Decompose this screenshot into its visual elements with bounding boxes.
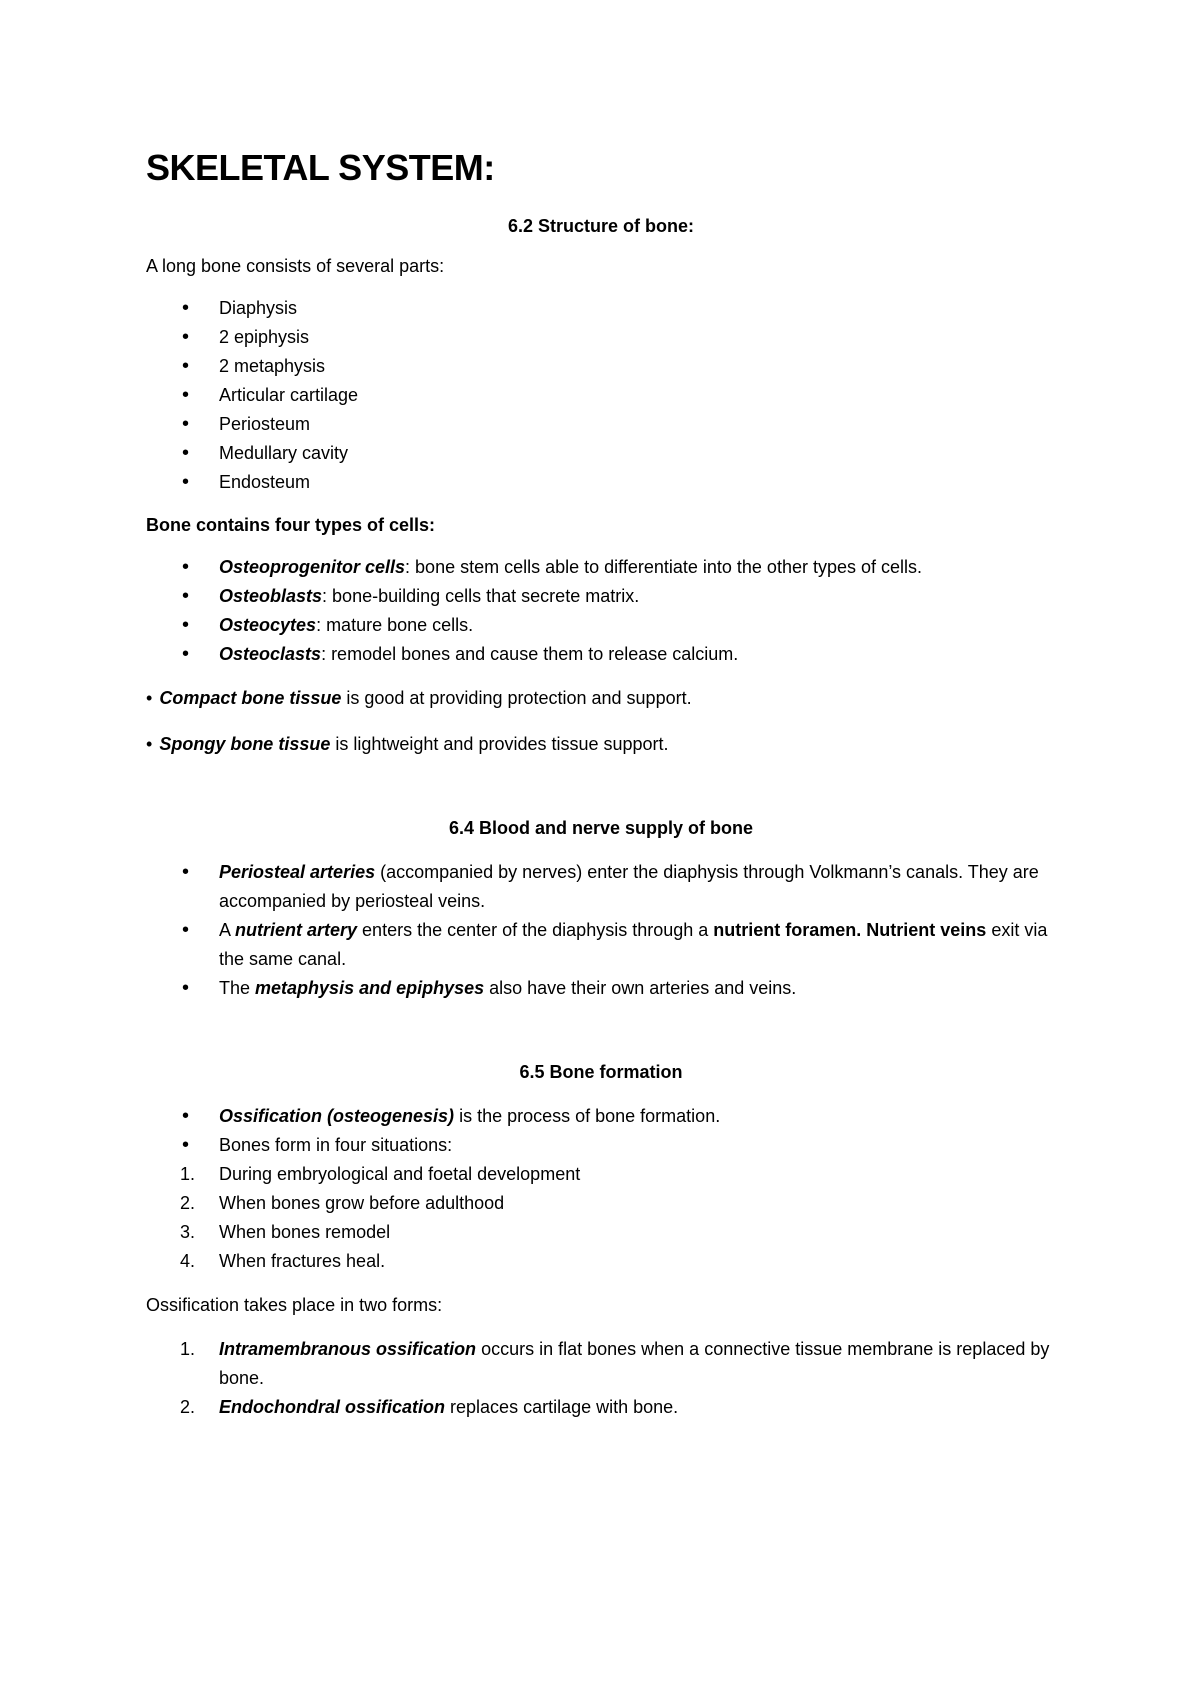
parts-intro: A long bone consists of several parts: [146,256,445,276]
list-item: • Bones form in four situations: [146,1131,1056,1160]
list-item: • Osteoblasts: bone-building cells that secrete matrix. [146,582,1056,611]
bone-formation-situations-list [146,1160,1056,1276]
list-item: • 2 epiphysis [146,323,1056,352]
list-item: 1. During embryological and foetal development [180,1164,581,1184]
ossification-bullets [146,1102,1056,1160]
cells-heading: Bone contains four types of cells: [146,515,436,535]
list-item: • Articular cartilage [146,381,1056,410]
list-item: • A nutrient artery enters the center of the diaphysis through a nutrient foramen. Nutrient veins exit via the same canal. [146,916,1056,974]
list-item: • Diaphysis [146,294,1056,323]
section-heading-6-4: 6.4 Blood and nerve supply of bone [448,818,754,838]
list-item: 1. Intramembranous ossification occurs in flat bones when a connective tissue membrane is replaced by bone. [180,1339,1050,1388]
bone-parts-list [146,294,1056,497]
list-item: 2. When bones grow before adulthood [180,1193,505,1213]
section-heading-6-2: 6.2 Structure of bone: [507,216,695,236]
list-item: • Osteoclasts: remodel bones and cause them to release calcium. [146,640,1056,669]
cell-types-list [146,553,1056,669]
ossification-forms-list [146,1335,1056,1422]
list-item: • Periosteal arteries (accompanied by nerves) enter the diaphysis through Volkmann’s canals. They are accompanied by periosteal veins. [146,858,1056,916]
list-item: • Ossification (osteogenesis) is the process of bone formation. [146,1102,1056,1131]
list-item: 3. When bones remodel [180,1222,391,1242]
list-item: • 2 metaphysis [146,352,1056,381]
list-item: • Osteocytes: mature bone cells. [146,611,1056,640]
list-item: 2. Endochondral ossification replaces cartilage with bone. [180,1397,679,1417]
list-item: • Medullary cavity [146,439,1056,468]
list-item: • Periosteum [146,410,1056,439]
document-content [146,146,1056,1422]
ossification-forms-intro: Ossification takes place in two forms: [146,1295,443,1315]
list-item: • The metaphysis and epiphyses also have their own arteries and veins. [146,974,1056,1003]
list-item: • Osteoprogenitor cells: bone stem cells able to differentiate into the other types of cells. [146,553,1056,582]
page-title: SKELETAL SYSTEM: [146,147,495,188]
list-item: • Endosteum [146,468,1056,497]
blood-supply-list [146,858,1056,1003]
list-item: 4. When fractures heal. [180,1251,386,1271]
spongy-bone-note: • Spongy bone tissue is lightweight and provides tissue support. [146,734,669,754]
compact-bone-note: • Compact bone tissue is good at providing protection and support. [146,688,692,708]
section-heading-6-5: 6.5 Bone formation [519,1062,683,1082]
